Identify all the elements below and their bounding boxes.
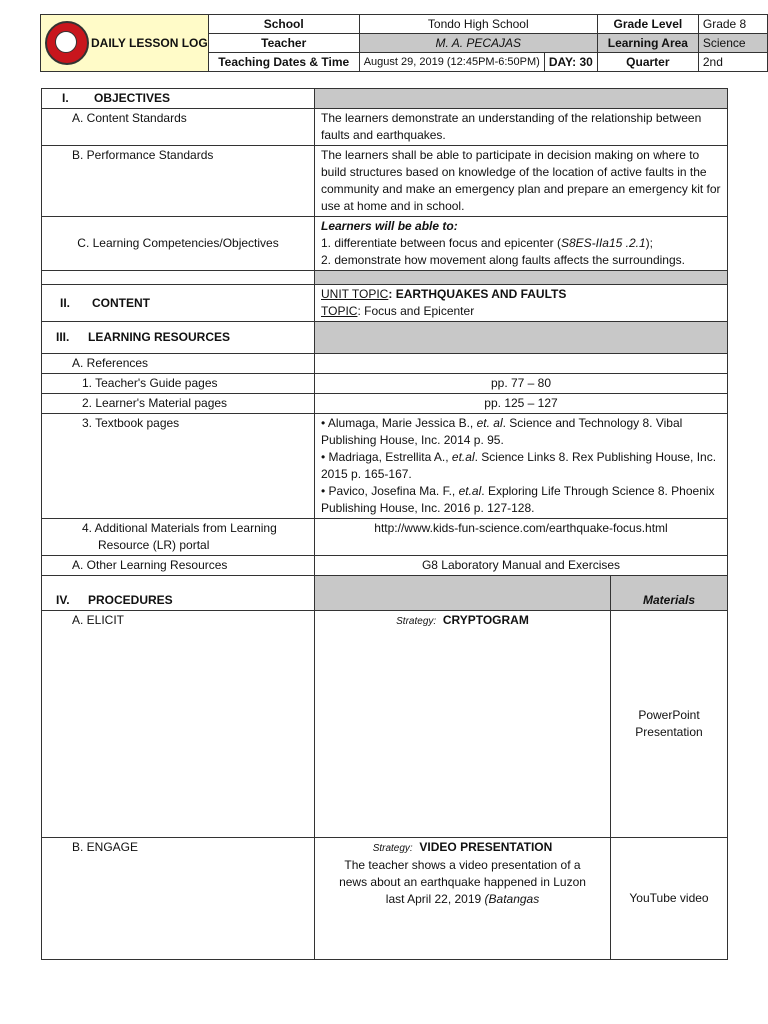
performance-standards-row <box>42 146 728 217</box>
additional-link[interactable]: http://www.kids-fun-science.com/earthquake-focus.html <box>315 519 728 556</box>
teacher-value: M. A. PECAJAS <box>359 34 597 53</box>
competencies-label: C. Learning Competencies/Objectives <box>42 217 315 271</box>
elicit-label: A. ELICIT <box>42 611 315 838</box>
engage-label: B. ENGAGE <box>42 838 315 960</box>
references-row <box>42 354 728 374</box>
engage-materials: YouTube video <box>611 838 728 960</box>
topic-value: : Focus and Epicenter <box>357 304 475 318</box>
textbook-row <box>42 414 728 519</box>
elicit-strategy: CRYPTOGRAM <box>442 613 529 627</box>
content-row <box>42 285 728 322</box>
lm-value: pp. 125 – 127 <box>315 394 728 414</box>
competencies-row <box>42 217 728 271</box>
engage-strategy-label: Strategy: <box>372 843 413 854</box>
competency-intro: Learners will be able to: <box>321 219 458 233</box>
other-value: G8 Laboratory Manual and Exercises <box>315 556 728 576</box>
content-heading: II. CONTENT <box>42 285 315 322</box>
day-cell <box>544 53 597 72</box>
teacher-label: Teacher <box>208 34 359 53</box>
lesson-table <box>41 88 728 960</box>
procedures-heading: IV. PROCEDURES <box>42 576 315 611</box>
school-label: School <box>208 15 359 34</box>
competency-1: 1. differentiate between focus and epicenter (S8ES-IIa15 .2.1); <box>321 236 654 250</box>
content-standards-text: The learners demonstrate an understanding of the relationship between faults and earthquakes. <box>315 109 728 146</box>
content-standards-row <box>42 109 728 146</box>
elicit-row <box>42 611 728 838</box>
resources-shade <box>315 322 728 354</box>
tg-value: pp. 77 – 80 <box>315 374 728 394</box>
area-value: Science <box>698 34 767 53</box>
elicit-content <box>315 611 611 838</box>
materials-header: Materials <box>611 576 728 611</box>
elicit-strategy-label: Strategy: <box>396 616 437 627</box>
quarter-value: 2nd <box>698 53 767 72</box>
textbook-label: 3. Textbook pages <box>42 414 315 519</box>
tg-row <box>42 374 728 394</box>
tg-label: 1. Teacher's Guide pages <box>42 374 315 394</box>
elicit-materials: PowerPoint Presentation <box>611 611 728 838</box>
school-seal-icon <box>45 21 89 65</box>
header-table <box>40 14 768 72</box>
topic-label: TOPIC <box>321 304 358 318</box>
grade-label: Grade Level <box>597 15 698 34</box>
textbook-list <box>315 414 728 519</box>
content-standards-label: A. Content Standards <box>42 109 315 146</box>
content-text <box>315 285 728 322</box>
objectives-heading: I. OBJECTIVES <box>42 89 315 109</box>
quarter-label: Quarter <box>597 53 698 72</box>
engage-content <box>315 838 611 960</box>
engage-row <box>42 838 728 960</box>
unit-topic-value: : EARTHQUAKES AND FAULTS <box>388 287 567 301</box>
other-row <box>42 556 728 576</box>
logo-cell <box>41 15 209 72</box>
lm-label: 2. Learner's Material pages <box>42 394 315 414</box>
unit-topic-label: UNIT TOPIC <box>321 287 389 301</box>
competency-2: 2. demonstrate how movement along faults affects the surroundings. <box>321 253 685 267</box>
dates-label: Teaching Dates & Time <box>208 53 359 72</box>
resources-row <box>42 322 728 354</box>
objectives-row <box>42 89 728 109</box>
procedures-row <box>42 576 728 611</box>
school-value: Tondo High School <box>359 15 597 34</box>
textbook-1: • Alumaga, Marie Jessica B., et. al. Science and Technology 8. Vibal Publishing House, Inc. 2014 p. 95. <box>321 416 683 447</box>
performance-standards-label: B. Performance Standards <box>42 146 315 217</box>
lm-row <box>42 394 728 414</box>
additional-label: 4. Additional Materials from Learning Resource (LR) portal <box>42 519 315 556</box>
day-label: DAY: <box>548 55 577 69</box>
objectives-shade <box>315 89 728 109</box>
resources-heading: III. LEARNING RESOURCES <box>42 322 315 354</box>
performance-standards-text: The learners shall be able to participate in decision making on where to build structures based on knowledge of the location of active faults in the community and make an emergency plan and prepare an emergency kit for use at home and in school. <box>315 146 728 217</box>
references-label: A. References <box>42 354 315 374</box>
procedures-shade <box>315 576 611 611</box>
textbook-2: • Madriaga, Estrellita A., et.al. Science Links 8. Rex Publishing House, Inc. 2015 p. 165-167. <box>321 450 717 481</box>
textbook-3: • Pavico, Josefina Ma. F., et.al. Exploring Life Through Science 8. Phoenix Publishing House, Inc. 2016 p. 127-128. <box>321 484 715 515</box>
engage-text: The teacher shows a video presentation of a news about an earthquake happened in Luzon last April 22, 2019 (Batangas <box>339 858 586 906</box>
additional-row <box>42 519 728 556</box>
spacer-row-1 <box>42 271 728 285</box>
day-value: 30 <box>579 55 593 69</box>
dates-value: August 29, 2019 (12:45PM-6:50PM) <box>359 53 544 72</box>
competencies-text <box>315 217 728 271</box>
area-label: Learning Area <box>597 34 698 53</box>
log-title: DAILY LESSON LOG <box>91 36 208 50</box>
engage-strategy: VIDEO PRESENTATION <box>419 840 553 854</box>
grade-value: Grade 8 <box>698 15 767 34</box>
other-label: A. Other Learning Resources <box>42 556 315 576</box>
